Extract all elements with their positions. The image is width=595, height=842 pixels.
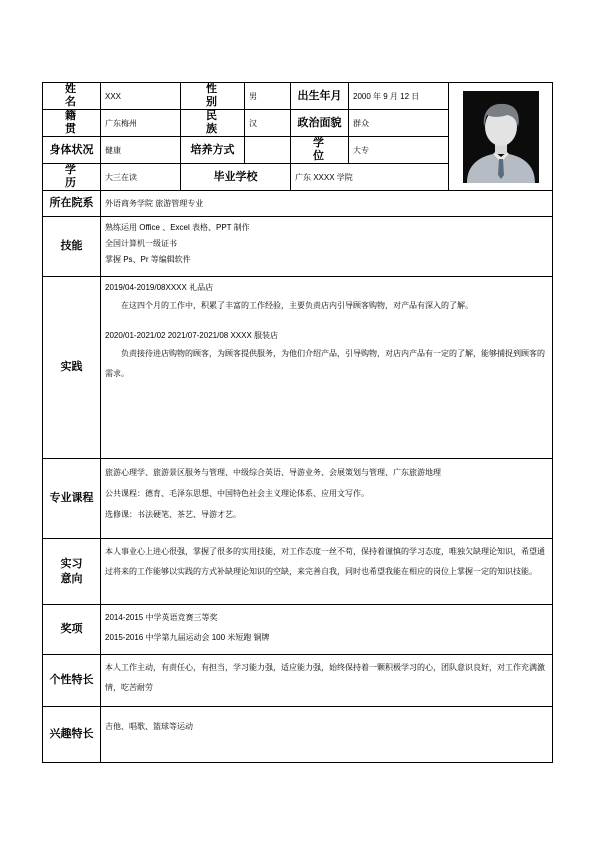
practice-job2-desc: 负责接待进店购物的顾客，为顾客提供服务，为他们介绍产品，引导购物，对店内产品有一定的了解，能够捕捉到顾客的需求。 bbox=[105, 349, 545, 378]
school-label: 毕业学校 bbox=[181, 164, 291, 191]
intention-content bbox=[101, 539, 553, 605]
hobbies-content bbox=[101, 707, 553, 763]
row-college bbox=[43, 191, 553, 217]
hobbies-text: 吉他、唱歌、篮球等运动 bbox=[105, 722, 193, 731]
skills-line-1: 熟练运用 Office 、Excel 表格、PPT 制作 bbox=[105, 223, 250, 232]
row-intention bbox=[43, 539, 553, 605]
practice-job1-desc: 在这四个月的工作中，积累了丰富的工作经验，主要负责店内引导顾客购物，对产品有深入的了解。 bbox=[121, 301, 473, 310]
training-value bbox=[245, 137, 291, 164]
gender-value: 男 bbox=[245, 83, 291, 110]
personality-label: 个性特长 bbox=[43, 655, 101, 707]
awards-line-2: 2015-2016 中学第九届运动会 100 米短跑 铜牌 bbox=[105, 633, 270, 642]
courses-line-3: 选修课：书法硬笔、茶艺、导游才艺。 bbox=[105, 510, 241, 519]
skills-line-3: 掌握 Ps、Pr 等编辑软件 bbox=[105, 255, 191, 264]
row-skills bbox=[43, 217, 553, 277]
health-value: 健康 bbox=[101, 137, 181, 164]
hobbies-label: 兴趣特长 bbox=[43, 707, 101, 763]
gender-label: 性 别 bbox=[181, 83, 245, 110]
birth-value: 2000 年 9 月 12 日 bbox=[349, 83, 449, 110]
training-label: 培养方式 bbox=[181, 137, 245, 164]
courses-content bbox=[101, 459, 553, 539]
ethnic-label: 民 族 bbox=[181, 110, 245, 137]
name-value: XXX bbox=[101, 83, 181, 110]
skills-label: 技能 bbox=[43, 217, 101, 277]
ethnic-value: 汉 bbox=[245, 110, 291, 137]
degree-value: 大专 bbox=[349, 137, 449, 164]
origin-value: 广东梅州 bbox=[101, 110, 181, 137]
practice-job2-title: 2020/01-2021/02 2021/07-2021/08 XXXX 服装店 bbox=[105, 331, 279, 340]
intention-label-text: 实习意向 bbox=[60, 557, 83, 585]
personality-text: 本人工作主动，有责任心，有担当，学习能力强，适应能力强，始终保持着一颗积极学习的心，团队意识良好，对工作充满激情，吃苦耐劳 bbox=[105, 663, 545, 692]
awards-content bbox=[101, 605, 553, 655]
row-practice bbox=[43, 277, 553, 459]
row-name bbox=[43, 83, 553, 110]
avatar-photo-icon bbox=[463, 91, 539, 183]
row-courses bbox=[43, 459, 553, 539]
practice-content bbox=[101, 277, 553, 459]
resume-form bbox=[42, 82, 552, 754]
school-value: 广东 XXXX 学院 bbox=[291, 164, 449, 191]
courses-label: 专业课程 bbox=[43, 459, 101, 539]
college-label: 所在院系 bbox=[43, 191, 101, 217]
row-awards bbox=[43, 605, 553, 655]
practice-job1-title: 2019/04-2019/08XXXX 礼品店 bbox=[105, 283, 214, 292]
name-label: 姓 名 bbox=[43, 83, 101, 110]
courses-line-2: 公共课程：德育、毛泽东思想、中国特色社会主义理论体系、应用文写作。 bbox=[105, 489, 369, 498]
political-label: 政治面貌 bbox=[291, 110, 349, 137]
origin-label: 籍 贯 bbox=[43, 110, 101, 137]
row-hobbies bbox=[43, 707, 553, 763]
awards-line-1: 2014-2015 中学英语竞赛三等奖 bbox=[105, 613, 218, 622]
photo-cell bbox=[449, 83, 553, 191]
personality-content bbox=[101, 655, 553, 707]
intention-label bbox=[43, 539, 101, 605]
courses-line-1: 旅游心理学、旅游景区服务与管理、中级综合英语、导游业务、会展策划与管理、广东旅游地理 bbox=[105, 468, 441, 477]
health-label: 身体状况 bbox=[43, 137, 101, 164]
skills-line-2: 全国计算机一级证书 bbox=[105, 239, 177, 248]
awards-label: 奖项 bbox=[43, 605, 101, 655]
intention-text: 本人事业心上进心很强，掌握了很多的实用技能，对工作态度一丝不苟，保持着谨慎的学习态度，唯独欠缺理论知识，希望通过将来的工作能够以实践的方式补缺理论知识的空缺，来完善自我，同时也希望我能在相应的岗位上掌握一定的知识技能。 bbox=[105, 547, 545, 576]
education-label: 学 历 bbox=[43, 164, 101, 191]
degree-label: 学 位 bbox=[291, 137, 349, 164]
resume-table bbox=[42, 82, 553, 763]
political-value: 群众 bbox=[349, 110, 449, 137]
education-value: 大三在读 bbox=[101, 164, 181, 191]
practice-label: 实践 bbox=[43, 277, 101, 459]
college-value: 外语商务学院 旅游管理专业 bbox=[101, 191, 553, 217]
skills-content bbox=[101, 217, 553, 277]
row-personality bbox=[43, 655, 553, 707]
birth-label: 出生年月 bbox=[291, 83, 349, 110]
